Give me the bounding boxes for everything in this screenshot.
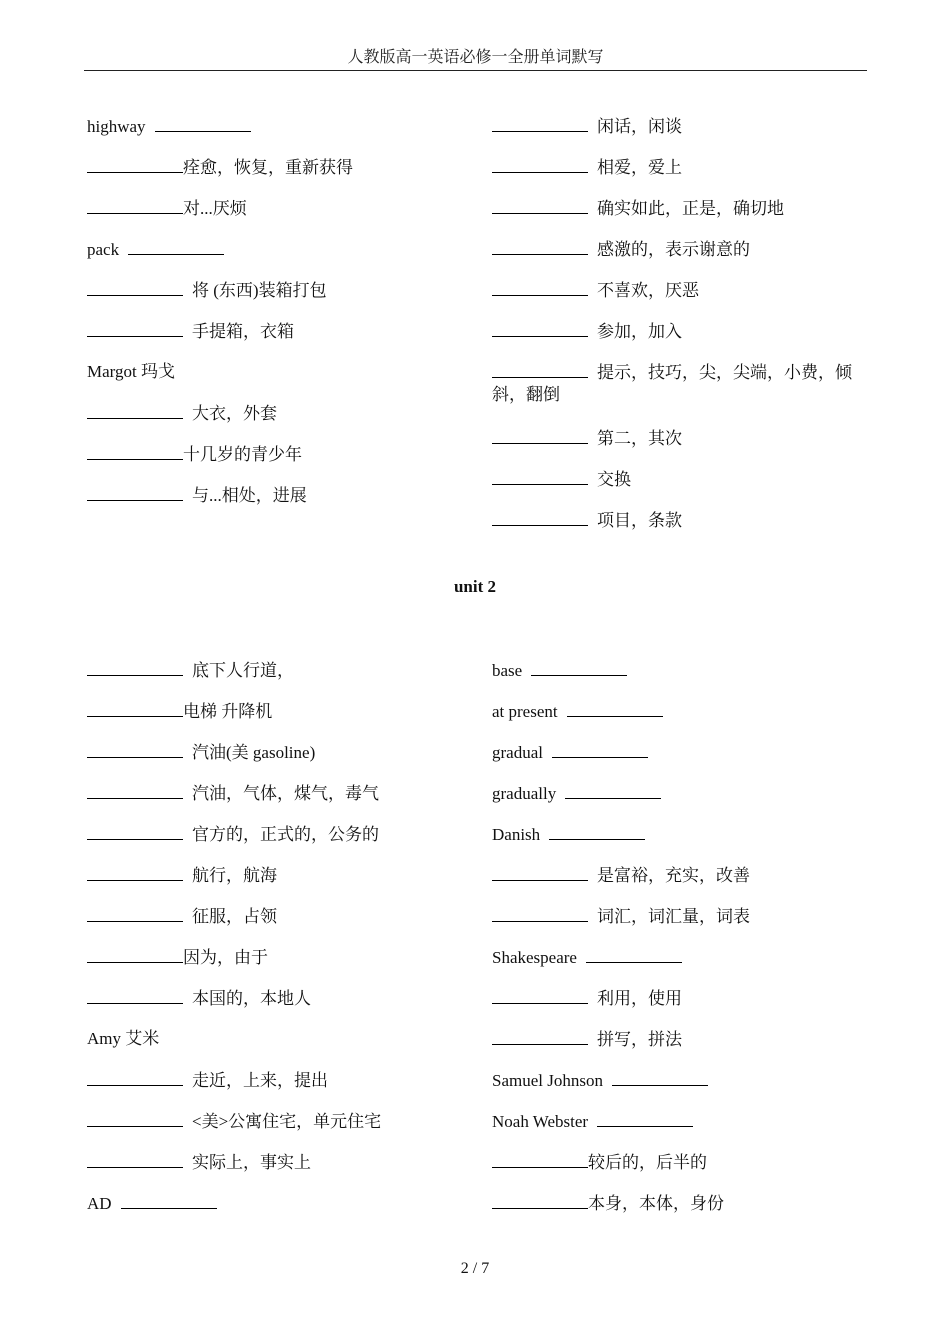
vocab-item bbox=[492, 197, 867, 238]
answer-blank[interactable] bbox=[155, 115, 251, 132]
page-number: 2 / 7 bbox=[460, 1260, 490, 1277]
vocab-text: 本身，本体，身份 bbox=[588, 1194, 724, 1213]
vocab-item bbox=[492, 361, 867, 427]
vocab-text: 拼写，拼法 bbox=[597, 1030, 682, 1049]
answer-blank[interactable] bbox=[492, 115, 588, 132]
answer-blank[interactable] bbox=[492, 238, 588, 255]
vocab-item bbox=[492, 659, 867, 700]
answer-blank[interactable] bbox=[492, 468, 588, 485]
vocab-text: Margot 玛戈 bbox=[87, 362, 175, 381]
answer-blank[interactable] bbox=[87, 197, 183, 214]
vocab-text: 电梯 升降机 bbox=[183, 702, 273, 721]
vocab-text: 本国的，本地人 bbox=[192, 989, 311, 1008]
answer-blank[interactable] bbox=[87, 864, 183, 881]
vocab-text: 底下人行道， bbox=[192, 661, 294, 680]
unit2-heading: unit 2 bbox=[453, 577, 497, 596]
vocab-text: 实际上，事实上 bbox=[192, 1153, 311, 1172]
answer-blank[interactable] bbox=[87, 782, 183, 799]
vocab-text: 手提箱，衣箱 bbox=[192, 322, 294, 341]
vocab-text: gradually bbox=[492, 784, 557, 803]
vocab-item bbox=[87, 1192, 467, 1233]
unit1-left-column bbox=[87, 115, 467, 525]
vocab-item bbox=[87, 782, 467, 823]
answer-blank[interactable] bbox=[492, 427, 588, 444]
answer-blank[interactable] bbox=[531, 659, 627, 676]
vocab-item bbox=[492, 1069, 867, 1110]
vocab-item bbox=[492, 823, 867, 864]
vocab-item bbox=[87, 484, 467, 525]
answer-blank[interactable] bbox=[87, 1110, 183, 1127]
vocab-item bbox=[492, 987, 867, 1028]
answer-blank[interactable] bbox=[492, 1151, 588, 1168]
vocab-item bbox=[87, 361, 467, 402]
answer-blank[interactable] bbox=[87, 905, 183, 922]
answer-blank[interactable] bbox=[492, 1192, 588, 1209]
answer-blank[interactable] bbox=[87, 156, 183, 173]
answer-blank[interactable] bbox=[492, 156, 588, 173]
vocab-item bbox=[87, 823, 467, 864]
vocab-text: pack bbox=[87, 240, 120, 259]
vocab-item bbox=[87, 946, 467, 987]
vocab-item bbox=[87, 741, 467, 782]
vocab-item bbox=[492, 1110, 867, 1151]
vocab-text: 不喜欢，厌恶 bbox=[597, 281, 699, 300]
vocab-item bbox=[87, 1110, 467, 1151]
answer-blank[interactable] bbox=[492, 361, 588, 378]
vocab-item bbox=[492, 115, 867, 156]
vocab-text: 与...相处，进展 bbox=[192, 486, 307, 505]
vocab-item bbox=[87, 1028, 467, 1069]
vocab-text: Shakespeare bbox=[492, 948, 577, 967]
answer-blank[interactable] bbox=[87, 279, 183, 296]
vocab-item bbox=[492, 864, 867, 905]
answer-blank[interactable] bbox=[87, 443, 183, 460]
vocab-text: highway bbox=[87, 117, 146, 136]
answer-blank[interactable] bbox=[492, 1028, 588, 1045]
answer-blank[interactable] bbox=[492, 197, 588, 214]
vocab-item bbox=[87, 115, 467, 156]
vocab-item bbox=[492, 946, 867, 987]
vocab-item bbox=[87, 156, 467, 197]
vocab-item bbox=[87, 238, 467, 279]
vocab-text: Noah Webster bbox=[492, 1112, 589, 1131]
vocab-item bbox=[492, 1028, 867, 1069]
vocab-item bbox=[87, 987, 467, 1028]
vocab-item bbox=[87, 659, 467, 700]
vocab-item bbox=[87, 1069, 467, 1110]
unit2-left-column bbox=[87, 659, 467, 1233]
vocab-text: 较后的，后半的 bbox=[588, 1153, 707, 1172]
vocab-text: 确实如此，正是，确切地 bbox=[597, 199, 784, 218]
vocab-text: 将 (东西)装箱打包 bbox=[192, 281, 327, 300]
answer-blank[interactable] bbox=[586, 946, 682, 963]
vocab-item bbox=[87, 279, 467, 320]
answer-blank[interactable] bbox=[612, 1069, 708, 1086]
vocab-text: 感激的，表示谢意的 bbox=[597, 240, 750, 259]
unit2-right-column bbox=[492, 659, 867, 1233]
vocab-text: 因为，由于 bbox=[183, 948, 268, 967]
answer-blank[interactable] bbox=[87, 987, 183, 1004]
vocab-text: 是富裕，充实，改善 bbox=[597, 866, 750, 885]
vocab-item bbox=[492, 238, 867, 279]
vocab-text: 提示，技巧，尖，尖端，小费，倾斜，翻倒 bbox=[492, 363, 852, 404]
vocab-text: 第二，其次 bbox=[597, 429, 682, 448]
vocab-item bbox=[492, 1151, 867, 1192]
vocab-item bbox=[492, 741, 867, 782]
vocab-text: 项目，条款 bbox=[597, 511, 682, 530]
answer-blank[interactable] bbox=[121, 1192, 217, 1209]
vocab-item bbox=[492, 468, 867, 509]
header-divider bbox=[84, 70, 867, 71]
answer-blank[interactable] bbox=[87, 320, 183, 337]
vocab-item bbox=[87, 197, 467, 238]
vocab-text: base bbox=[492, 661, 523, 680]
vocab-text: 词汇，词汇量，词表 bbox=[597, 907, 750, 926]
vocab-item bbox=[87, 320, 467, 361]
vocab-item bbox=[492, 156, 867, 197]
vocab-item bbox=[492, 279, 867, 320]
vocab-text: AD bbox=[87, 1194, 112, 1213]
vocab-text: 征服，占领 bbox=[192, 907, 277, 926]
vocab-text: 汽油(美 gasoline) bbox=[192, 743, 316, 762]
answer-blank[interactable] bbox=[87, 946, 183, 963]
answer-blank[interactable] bbox=[87, 823, 183, 840]
answer-blank[interactable] bbox=[549, 823, 645, 840]
vocab-text: Danish bbox=[492, 825, 541, 844]
vocab-item bbox=[492, 782, 867, 823]
vocab-text: 交换 bbox=[597, 470, 631, 489]
answer-blank[interactable] bbox=[87, 741, 183, 758]
vocab-text: Amy 艾米 bbox=[87, 1029, 160, 1048]
answer-blank[interactable] bbox=[567, 700, 663, 717]
answer-blank[interactable] bbox=[492, 320, 588, 337]
vocab-item bbox=[492, 1192, 867, 1233]
vocab-item bbox=[492, 700, 867, 741]
vocab-text: Samuel Johnson bbox=[492, 1071, 603, 1090]
vocab-text: 痊愈，恢复，重新获得 bbox=[183, 158, 353, 177]
answer-blank[interactable] bbox=[87, 402, 183, 419]
vocab-item bbox=[87, 905, 467, 946]
vocab-item bbox=[492, 320, 867, 361]
vocab-text: 对...厌烦 bbox=[183, 199, 247, 218]
vocab-text: 官方的，正式的，公务的 bbox=[192, 825, 379, 844]
answer-blank[interactable] bbox=[87, 659, 183, 676]
vocab-text: 汽油，气体，煤气，毒气 bbox=[192, 784, 379, 803]
vocab-text: at present bbox=[492, 702, 558, 721]
page-header-title: 人教版高一英语必修一全册单词默写 bbox=[347, 49, 604, 66]
vocab-item bbox=[492, 427, 867, 468]
vocab-text: 利用，使用 bbox=[597, 989, 682, 1008]
vocab-item bbox=[492, 509, 867, 550]
answer-blank[interactable] bbox=[87, 700, 183, 717]
vocab-item bbox=[87, 700, 467, 741]
vocab-text: 闲话，闲谈 bbox=[597, 117, 682, 136]
vocab-text: 参加，加入 bbox=[597, 322, 682, 341]
vocab-text: 航行，航海 bbox=[192, 866, 277, 885]
vocab-text: 大衣，外套 bbox=[192, 404, 277, 423]
vocab-item bbox=[87, 864, 467, 905]
vocab-text: gradual bbox=[492, 743, 543, 762]
vocab-item bbox=[87, 443, 467, 484]
answer-blank[interactable] bbox=[492, 279, 588, 296]
unit1-right-column bbox=[492, 115, 867, 550]
answer-blank[interactable] bbox=[552, 741, 648, 758]
vocab-item bbox=[492, 905, 867, 946]
vocab-item bbox=[87, 1151, 467, 1192]
answer-blank[interactable] bbox=[87, 484, 183, 501]
answer-blank[interactable] bbox=[492, 864, 588, 881]
vocab-item bbox=[87, 402, 467, 443]
vocab-text: 十几岁的青少年 bbox=[183, 445, 302, 464]
answer-blank[interactable] bbox=[87, 1151, 183, 1168]
answer-blank[interactable] bbox=[565, 782, 661, 799]
vocab-text: 相爱，爱上 bbox=[597, 158, 682, 177]
answer-blank[interactable] bbox=[128, 238, 224, 255]
answer-blank[interactable] bbox=[492, 905, 588, 922]
answer-blank[interactable] bbox=[87, 1069, 183, 1086]
answer-blank[interactable] bbox=[492, 987, 588, 1004]
answer-blank[interactable] bbox=[492, 509, 588, 526]
vocab-text: 走近，上来，提出 bbox=[192, 1071, 328, 1090]
answer-blank[interactable] bbox=[597, 1110, 693, 1127]
vocab-text: <美>公寓住宅，单元住宅 bbox=[192, 1112, 382, 1131]
